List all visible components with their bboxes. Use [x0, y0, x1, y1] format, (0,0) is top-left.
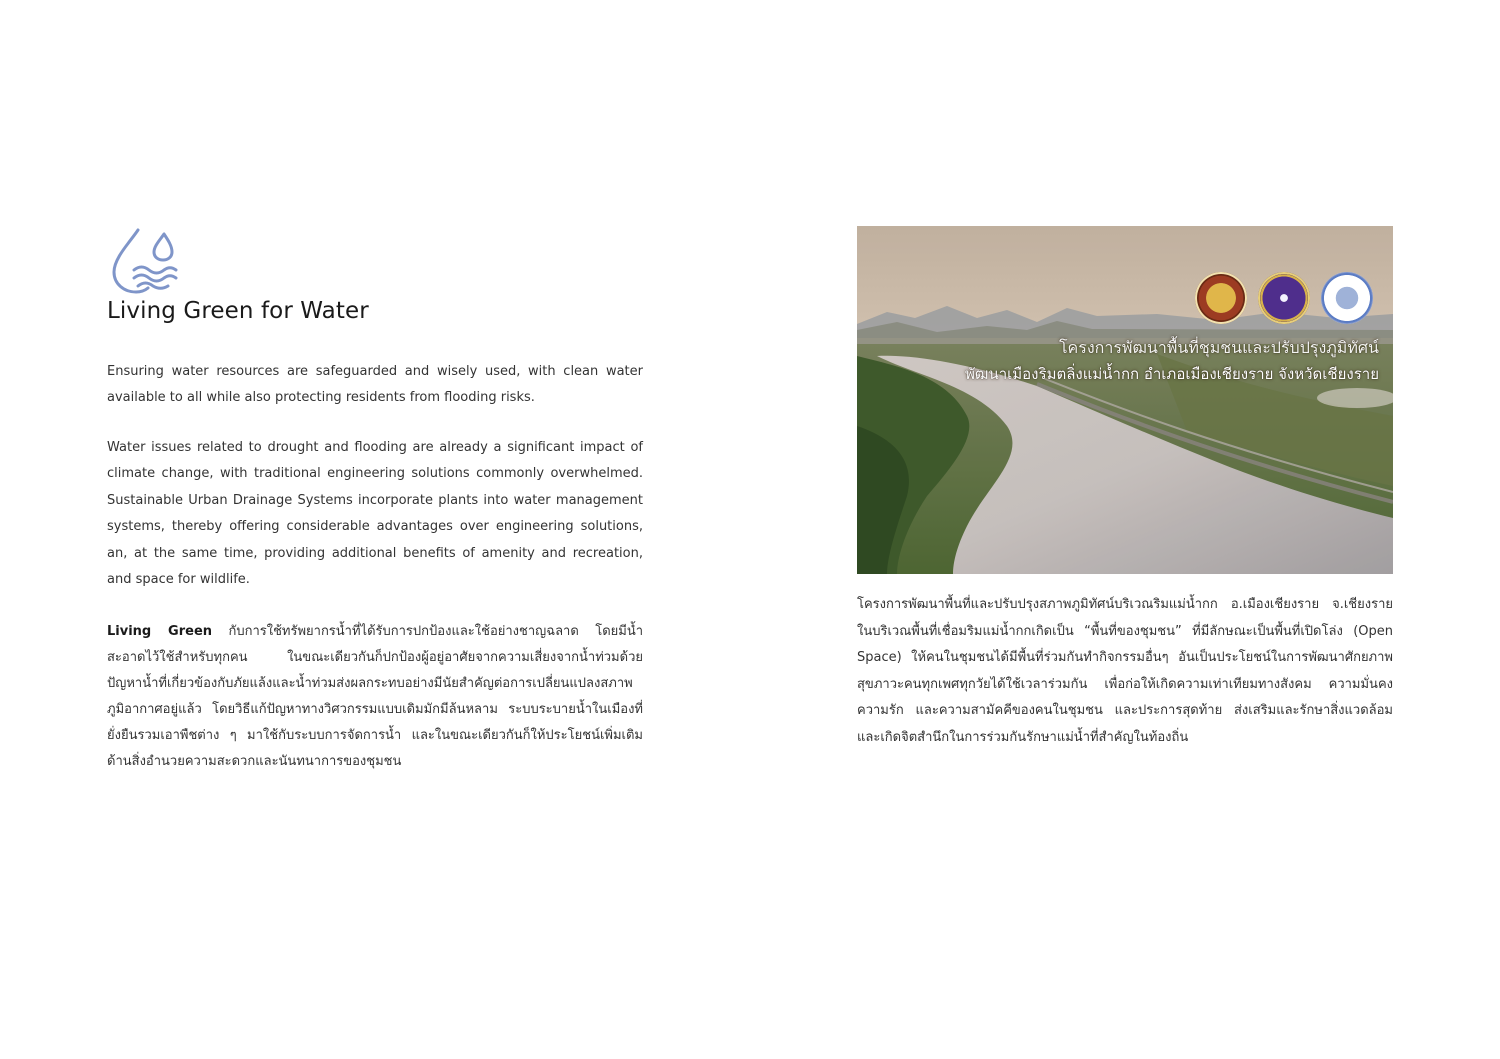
water-drops-waves-icon	[108, 226, 180, 294]
thai-paragraph-body: กับการใช้ทรัพยากรน้ำที่ได้รับการปกป้องและใช้อย่างชาญฉลาด โดยมีน้ำสะอาดไว้ใช้สำหรับทุกคน ในขณะเดียวกันก็ปกป้องผู้อยู่อาศัยจากความเสี่ยงจากน้ำท่วมด้วย ปัญหาน้ำที่เกี่ยวข้องกับภัยแล้งและน้ำท่วมส่งผลกระทบอย่างมีนัยสำคัญต่อการเปลี่ยนแปลงสภาพภูมิอากาศอยู่แล้ว โดยวิธีแก้ปัญหาทางวิศวกรรมแบบเดิมมักมีล้นหลาม ระบบระบายน้ำในเมืองที่ยั่งยืนรวมเอาพืชต่าง ๆ มาใช้กับระบบการจัดการน้ำ และในขณะเดียวกันก็ให้ประโยชน์เพิ่มเติมด้านสิ่งอำนวยความสะดวกและนันทนาการของชุมชน	[107, 623, 644, 769]
provincial-seal-blue	[1321, 272, 1373, 324]
elephant-seal-purple	[1258, 272, 1310, 324]
photo-caption: โครงการพัฒนาพื้นที่และปรับปรุงสภาพภูมิทัศน์บริเวณริมแม่น้ำกก อ.เมืองเชียงราย จ.เชียงราย ในบริเวณพื้นที่เชื่อมริมแม่น้ำกกเกิดเป็น “พื้นที่ของชุมชน” ที่มีลักษณะเป็นพื้นที่เปิดโล่ง (Open Space) ให้คนในชุมชนได้มีพื้นที่ร่วมกันทำกิจกรรมอื่นๆ อันเป็นประโยชน์ในการพัฒนาศักยภาพสุขภาวะคนทุกเพศทุกวัยได้ใช้เวลาร่วมกัน เพื่อก่อให้เกิดความเท่าเทียมทางสังคม ความมั่นคง ความรัก และความสามัคคีของคนในชุมชน และประการสุดท้าย ส่งเสริมและรักษาสิ่งแวดล้อม และเกิดจิตสำนึกในการร่วมกันรักษาแม่น้ำที่สำคัญในท้องถิ่น	[857, 597, 1393, 745]
river-aerial-photo	[857, 226, 1393, 574]
project-figure	[857, 226, 1393, 764]
photo-overlay-title: โครงการพัฒนาพื้นที่ชุมชนและปรับปรุงภูมิทัศน์	[1058, 338, 1379, 357]
water-section	[107, 226, 643, 775]
photo-overlay-subtitle: พัฒนาเมืองริมตลิ่งแม่น้ำกก อำเภอเมืองเชียงราย จังหวัดเชียงราย	[965, 365, 1379, 383]
drainage-paragraph: Water issues related to drought and flooding are already a significant impact of climate change, with traditional engineering solutions commonly overwhelmed. Sustainable Urban Drainage Systems incorporate plants into water management systems, thereby offering considerable advantages over engineering solutions, an, at the same time, providing additional benefits of amenity and recreation, and space for wildlife.	[107, 439, 643, 588]
intro-paragraph: Ensuring water resources are safeguarded and wisely used, with clean water available to all while also protecting residents from flooding risks.	[107, 363, 643, 406]
thai-paragraph	[107, 619, 643, 775]
government-seal-gold	[1195, 272, 1247, 324]
thai-paragraph-lead: Living Green	[107, 623, 213, 639]
section-title: Living Green for Water	[107, 298, 369, 324]
river-landscape-image	[857, 226, 1393, 574]
